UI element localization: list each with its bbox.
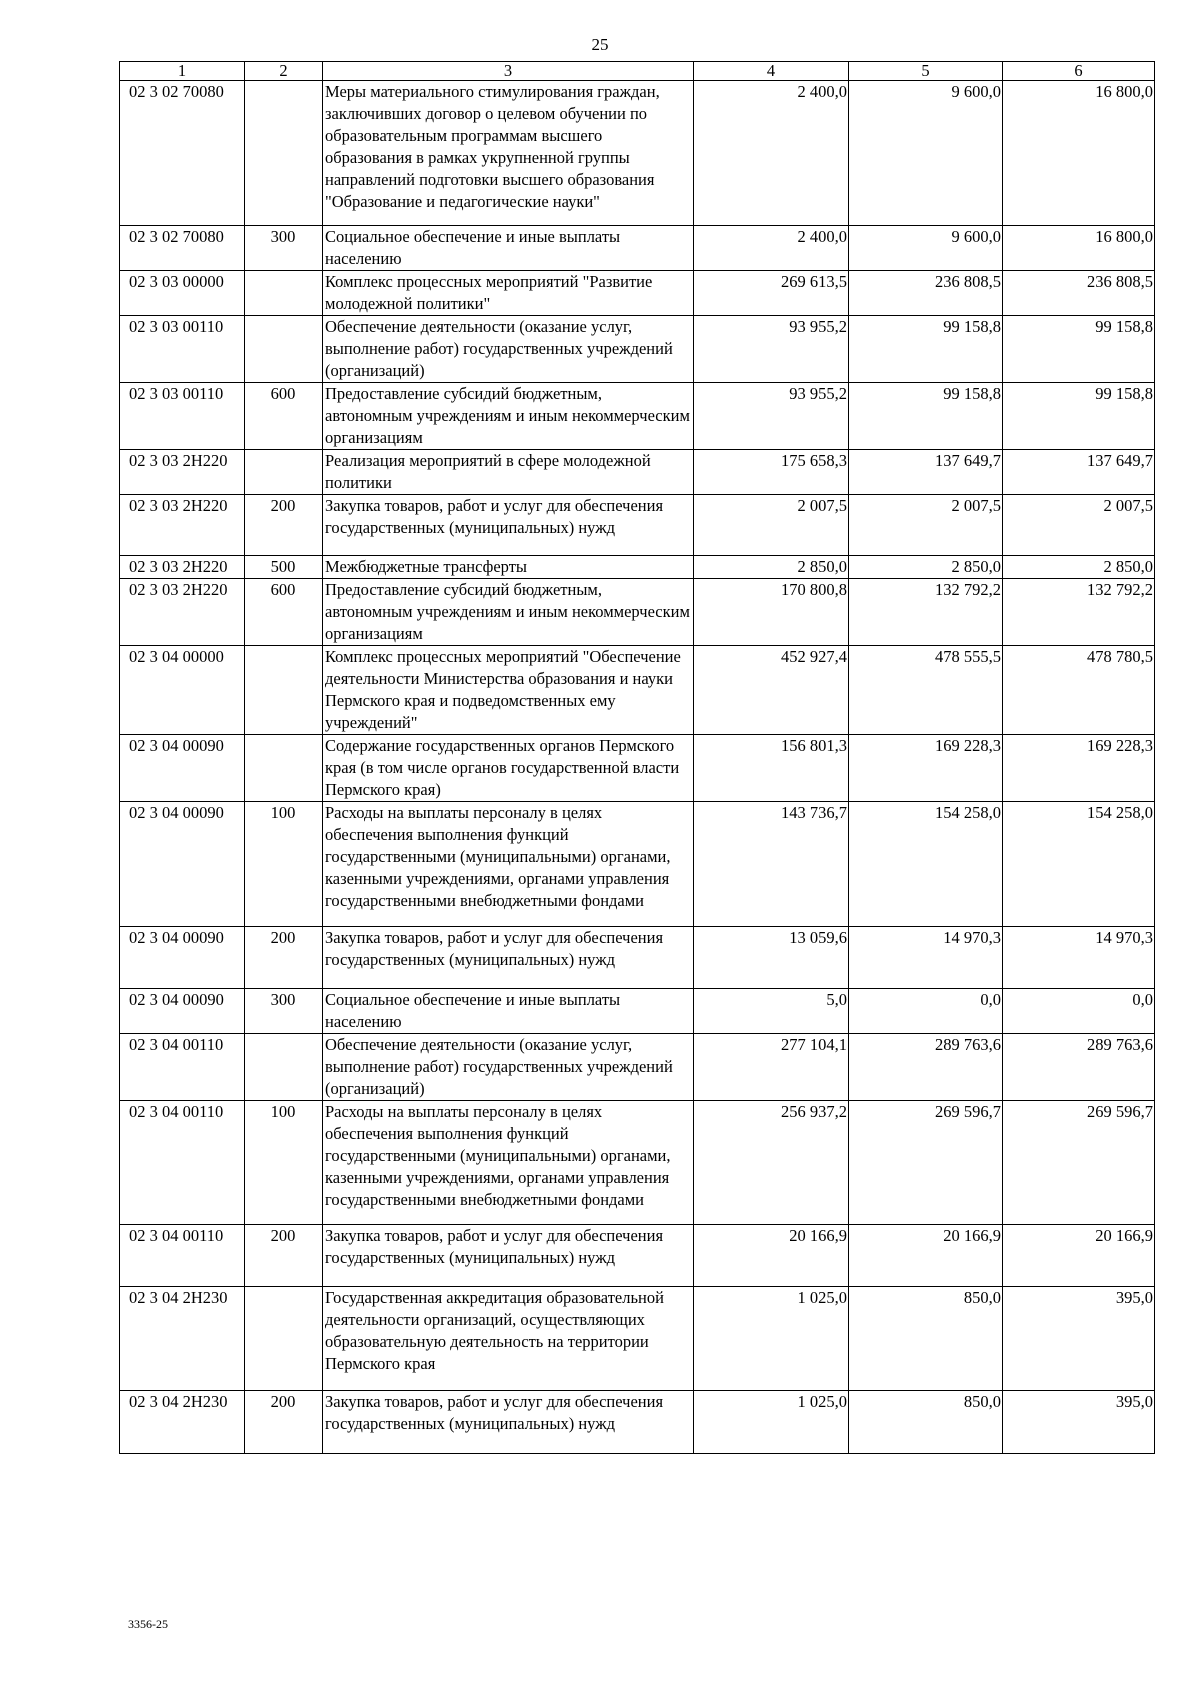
amount-col6-cell: 2 850,0	[1003, 556, 1155, 579]
item-name-cell: Содержание государственных органов Пермского края (в том числе органов государственной власти Пермского края)	[323, 735, 694, 802]
table-row	[120, 383, 1155, 450]
amount-col6-cell: 16 800,0	[1003, 226, 1155, 271]
classification-code-cell: 02 3 03 2Н220	[120, 495, 245, 556]
amount-col5-cell: 850,0	[849, 1287, 1003, 1391]
item-name-cell: Предоставление субсидий бюджетным, автономным учреждениям и иным некоммерческим организациям	[323, 579, 694, 646]
item-name-cell: Обеспечение деятельности (оказание услуг, выполнение работ) государственных учреждений (организаций)	[323, 316, 694, 383]
amount-col4-cell: 13 059,6	[694, 927, 849, 989]
budget-table	[119, 61, 1155, 1454]
table-header	[120, 62, 1155, 81]
amount-col6-cell: 2 007,5	[1003, 495, 1155, 556]
item-name-cell: Расходы на выплаты персоналу в целях обеспечения выполнения функций государственными (муниципальными) органами, казенными учреждениями, органами управления государственными внебюджетными фондами	[323, 802, 694, 927]
item-name-cell: Комплекс процессных мероприятий "Обеспечение деятельности Министерства образования и науки Пермского края и подведомственных ему учреждений"	[323, 646, 694, 735]
amount-col5-cell: 289 763,6	[849, 1034, 1003, 1101]
item-name-cell: Закупка товаров, работ и услуг для обеспечения государственных (муниципальных) нужд	[323, 495, 694, 556]
expense-type-cell	[245, 735, 323, 802]
table-row	[120, 226, 1155, 271]
table-row	[120, 450, 1155, 495]
item-name-cell: Обеспечение деятельности (оказание услуг, выполнение работ) государственных учреждений (организаций)	[323, 1034, 694, 1101]
item-name-cell: Меры материального стимулирования граждан, заключивших договор о целевом обучении по образовательным программам высшего образования в рамках укрупненной группы направлений подготовки высшего образования "Образование и педагогические науки"	[323, 81, 694, 226]
amount-col6-cell: 395,0	[1003, 1287, 1155, 1391]
table-row	[120, 1101, 1155, 1225]
amount-col4-cell: 93 955,2	[694, 316, 849, 383]
classification-code-cell: 02 3 03 00110	[120, 383, 245, 450]
amount-col4-cell: 175 658,3	[694, 450, 849, 495]
table-row	[120, 1034, 1155, 1101]
amount-col4-cell: 277 104,1	[694, 1034, 849, 1101]
expense-type-cell: 200	[245, 927, 323, 989]
expense-type-cell	[245, 646, 323, 735]
column-header: 6	[1003, 62, 1155, 81]
amount-col6-cell: 154 258,0	[1003, 802, 1155, 927]
amount-col5-cell: 2 850,0	[849, 556, 1003, 579]
classification-code-cell: 02 3 03 2Н220	[120, 556, 245, 579]
column-header: 4	[694, 62, 849, 81]
amount-col6-cell: 132 792,2	[1003, 579, 1155, 646]
table-row	[120, 1225, 1155, 1287]
classification-code-cell: 02 3 04 00110	[120, 1101, 245, 1225]
table-body	[120, 81, 1155, 1454]
amount-col5-cell: 132 792,2	[849, 579, 1003, 646]
table-row	[120, 579, 1155, 646]
classification-code-cell: 02 3 04 00110	[120, 1034, 245, 1101]
table-row	[120, 556, 1155, 579]
amount-col5-cell: 137 649,7	[849, 450, 1003, 495]
expense-type-cell	[245, 1034, 323, 1101]
amount-col6-cell: 99 158,8	[1003, 316, 1155, 383]
amount-col6-cell: 20 166,9	[1003, 1225, 1155, 1287]
classification-code-cell: 02 3 02 70080	[120, 226, 245, 271]
expense-type-cell	[245, 316, 323, 383]
amount-col4-cell: 1 025,0	[694, 1287, 849, 1391]
table-row	[120, 735, 1155, 802]
table-row	[120, 989, 1155, 1034]
amount-col4-cell: 269 613,5	[694, 271, 849, 316]
item-name-cell: Расходы на выплаты персоналу в целях обеспечения выполнения функций государственными (муниципальными) органами, казенными учреждениями, органами управления государственными внебюджетными фондами	[323, 1101, 694, 1225]
amount-col4-cell: 170 800,8	[694, 579, 849, 646]
expense-type-cell	[245, 271, 323, 316]
classification-code-cell: 02 3 04 00090	[120, 927, 245, 989]
expense-type-cell: 300	[245, 989, 323, 1034]
amount-col5-cell: 169 228,3	[849, 735, 1003, 802]
amount-col4-cell: 156 801,3	[694, 735, 849, 802]
column-header: 5	[849, 62, 1003, 81]
item-name-cell: Закупка товаров, работ и услуг для обеспечения государственных (муниципальных) нужд	[323, 1391, 694, 1454]
amount-col6-cell: 16 800,0	[1003, 81, 1155, 226]
item-name-cell: Предоставление субсидий бюджетным, автономным учреждениям и иным некоммерческим организациям	[323, 383, 694, 450]
amount-col4-cell: 452 927,4	[694, 646, 849, 735]
table-row	[120, 495, 1155, 556]
amount-col5-cell: 9 600,0	[849, 81, 1003, 226]
amount-col5-cell: 850,0	[849, 1391, 1003, 1454]
amount-col5-cell: 236 808,5	[849, 271, 1003, 316]
expense-type-cell: 100	[245, 802, 323, 927]
amount-col6-cell: 289 763,6	[1003, 1034, 1155, 1101]
expense-type-cell: 200	[245, 1391, 323, 1454]
amount-col4-cell: 20 166,9	[694, 1225, 849, 1287]
amount-col4-cell: 5,0	[694, 989, 849, 1034]
table-row	[120, 927, 1155, 989]
amount-col4-cell: 256 937,2	[694, 1101, 849, 1225]
expense-type-cell: 500	[245, 556, 323, 579]
table-row	[120, 81, 1155, 226]
item-name-cell: Межбюджетные трансферты	[323, 556, 694, 579]
item-name-cell: Реализация мероприятий в сфере молодежной политики	[323, 450, 694, 495]
classification-code-cell: 02 3 04 2Н230	[120, 1391, 245, 1454]
amount-col4-cell: 93 955,2	[694, 383, 849, 450]
table-row	[120, 1287, 1155, 1391]
amount-col5-cell: 2 007,5	[849, 495, 1003, 556]
item-name-cell: Социальное обеспечение и иные выплаты населению	[323, 989, 694, 1034]
amount-col5-cell: 0,0	[849, 989, 1003, 1034]
classification-code-cell: 02 3 04 00000	[120, 646, 245, 735]
classification-code-cell: 02 3 03 00000	[120, 271, 245, 316]
amount-col5-cell: 269 596,7	[849, 1101, 1003, 1225]
amount-col6-cell: 236 808,5	[1003, 271, 1155, 316]
expense-type-cell: 200	[245, 495, 323, 556]
item-name-cell: Комплекс процессных мероприятий "Развитие молодежной политики"	[323, 271, 694, 316]
expense-type-cell	[245, 450, 323, 495]
amount-col5-cell: 99 158,8	[849, 383, 1003, 450]
amount-col6-cell: 169 228,3	[1003, 735, 1155, 802]
classification-code-cell: 02 3 03 2Н220	[120, 450, 245, 495]
amount-col6-cell: 137 649,7	[1003, 450, 1155, 495]
classification-code-cell: 02 3 04 00090	[120, 989, 245, 1034]
item-name-cell: Социальное обеспечение и иные выплаты населению	[323, 226, 694, 271]
amount-col5-cell: 14 970,3	[849, 927, 1003, 989]
classification-code-cell: 02 3 04 00110	[120, 1225, 245, 1287]
amount-col6-cell: 0,0	[1003, 989, 1155, 1034]
column-header: 1	[120, 62, 245, 81]
amount-col4-cell: 2 850,0	[694, 556, 849, 579]
amount-col5-cell: 20 166,9	[849, 1225, 1003, 1287]
amount-col4-cell: 2 400,0	[694, 81, 849, 226]
page-number: 25	[591, 35, 609, 54]
amount-col4-cell: 2 400,0	[694, 226, 849, 271]
classification-code-cell: 02 3 03 2Н220	[120, 579, 245, 646]
document-number: 3356-25	[128, 1617, 168, 1631]
classification-code-cell: 02 3 04 2Н230	[120, 1287, 245, 1391]
table-row	[120, 1391, 1155, 1454]
expense-type-cell: 100	[245, 1101, 323, 1225]
item-name-cell: Закупка товаров, работ и услуг для обеспечения государственных (муниципальных) нужд	[323, 927, 694, 989]
item-name-cell: Государственная аккредитация образовательной деятельности организаций, осуществляющих образовательную деятельность на территории Пермского края	[323, 1287, 694, 1391]
amount-col4-cell: 2 007,5	[694, 495, 849, 556]
classification-code-cell: 02 3 02 70080	[120, 81, 245, 226]
table-row	[120, 316, 1155, 383]
amount-col6-cell: 395,0	[1003, 1391, 1155, 1454]
column-header: 3	[323, 62, 694, 81]
table-row	[120, 802, 1155, 927]
table-row	[120, 271, 1155, 316]
item-name-cell: Закупка товаров, работ и услуг для обеспечения государственных (муниципальных) нужд	[323, 1225, 694, 1287]
expense-type-cell: 200	[245, 1225, 323, 1287]
amount-col4-cell: 1 025,0	[694, 1391, 849, 1454]
column-header: 2	[245, 62, 323, 81]
table-row	[120, 646, 1155, 735]
classification-code-cell: 02 3 03 00110	[120, 316, 245, 383]
amount-col5-cell: 154 258,0	[849, 802, 1003, 927]
amount-col5-cell: 99 158,8	[849, 316, 1003, 383]
amount-col6-cell: 14 970,3	[1003, 927, 1155, 989]
amount-col5-cell: 9 600,0	[849, 226, 1003, 271]
classification-code-cell: 02 3 04 00090	[120, 735, 245, 802]
classification-code-cell: 02 3 04 00090	[120, 802, 245, 927]
amount-col4-cell: 143 736,7	[694, 802, 849, 927]
expense-type-cell	[245, 81, 323, 226]
amount-col6-cell: 269 596,7	[1003, 1101, 1155, 1225]
expense-type-cell: 600	[245, 579, 323, 646]
expense-type-cell: 300	[245, 226, 323, 271]
amount-col6-cell: 478 780,5	[1003, 646, 1155, 735]
amount-col6-cell: 99 158,8	[1003, 383, 1155, 450]
expense-type-cell: 600	[245, 383, 323, 450]
header-row	[120, 62, 1155, 81]
expense-type-cell	[245, 1287, 323, 1391]
amount-col5-cell: 478 555,5	[849, 646, 1003, 735]
